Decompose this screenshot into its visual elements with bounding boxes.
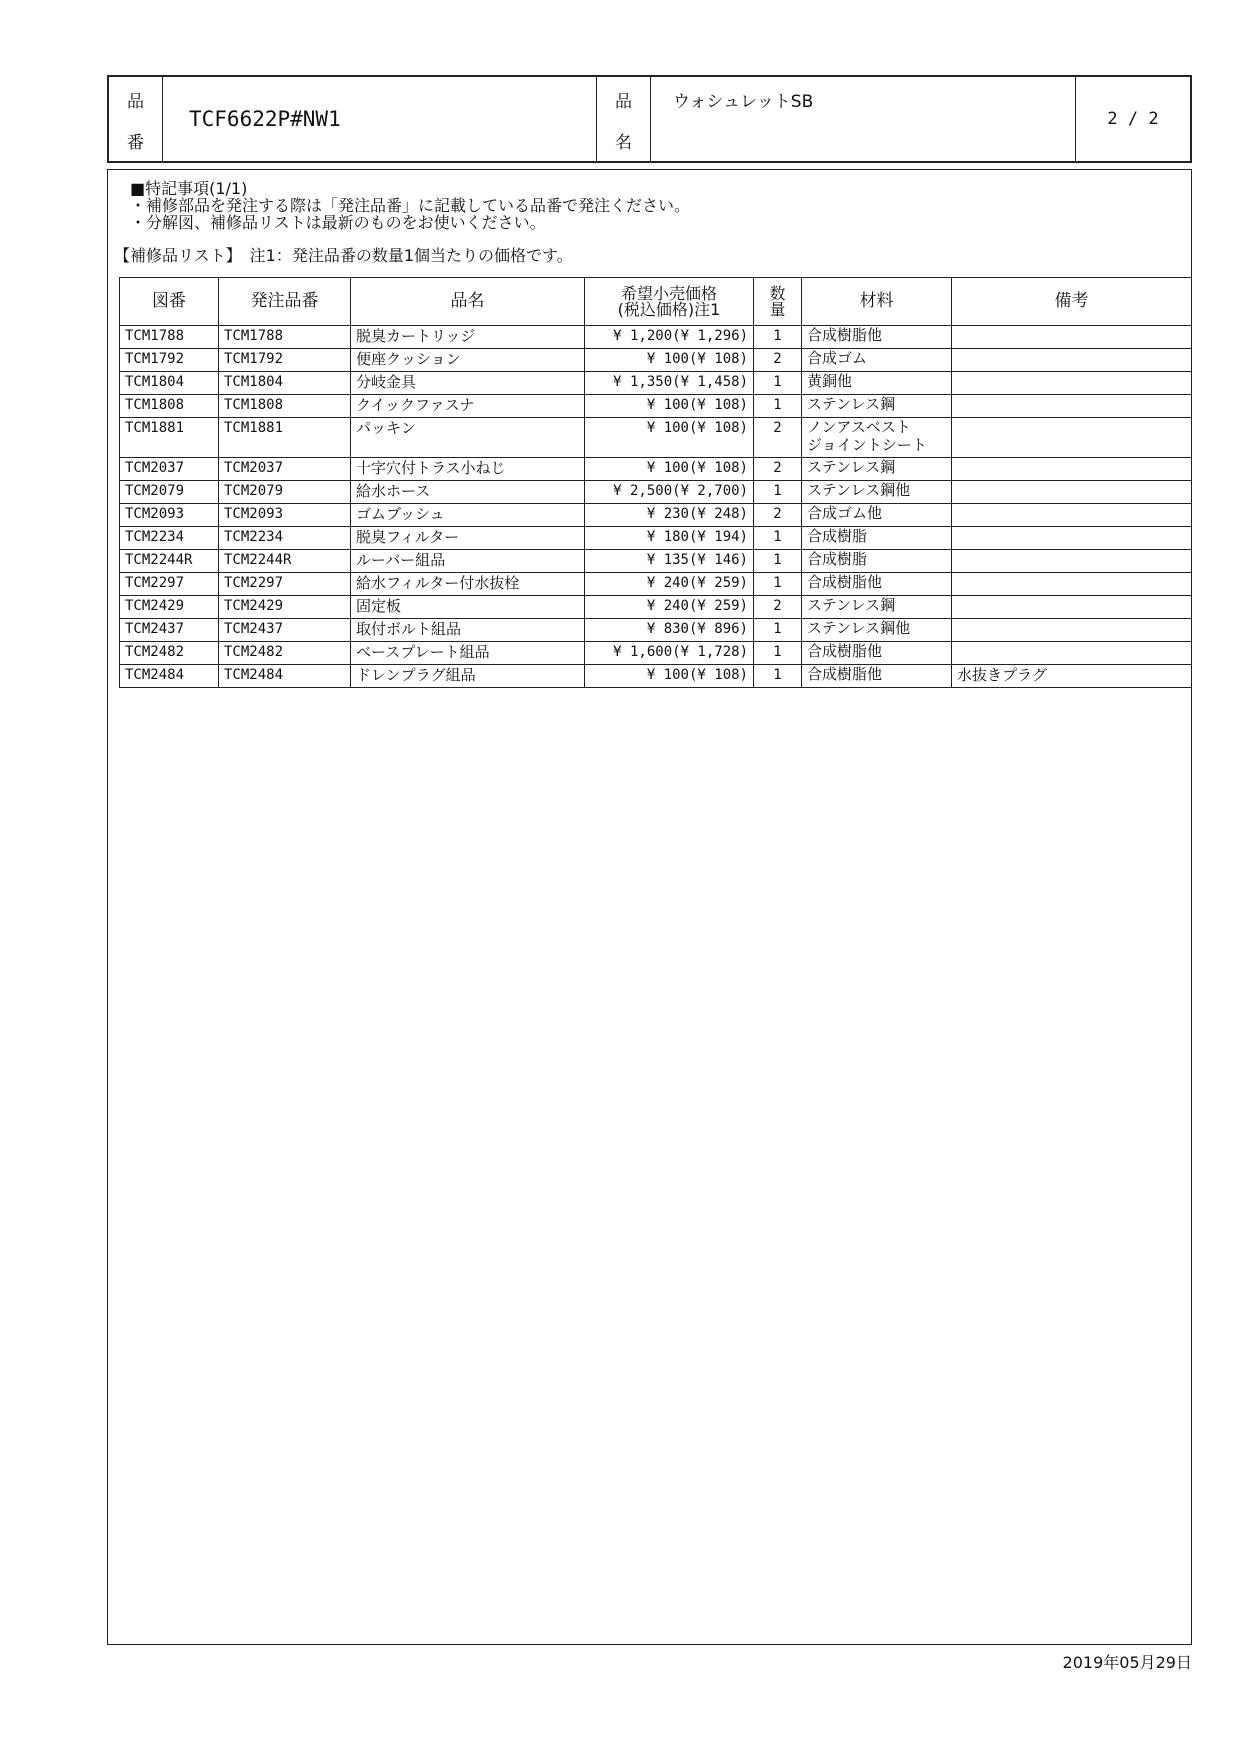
cell-remarks bbox=[952, 418, 1192, 458]
cell-price: ¥ 135(¥ 146) bbox=[585, 550, 754, 573]
table-row bbox=[120, 665, 1192, 688]
cell-diagram-no: TCM2244R bbox=[120, 550, 219, 573]
cell-order-no: TCM1881 bbox=[219, 418, 351, 458]
cell-diagram-no: TCM2482 bbox=[120, 642, 219, 665]
table-header-row bbox=[120, 278, 1192, 326]
product-code-label-top: 品 bbox=[127, 92, 144, 112]
cell-qty: 1 bbox=[754, 550, 802, 573]
header-price-line-2: (税込価格)注1 bbox=[617, 299, 721, 319]
cell-name: ドレンプラグ組品 bbox=[351, 665, 585, 688]
table-row bbox=[120, 372, 1192, 395]
cell-material: 合成樹脂他 bbox=[802, 573, 952, 596]
product-name-label-bottom: 名 bbox=[615, 133, 632, 153]
cell-price: ¥ 1,600(¥ 1,728) bbox=[585, 642, 754, 665]
cell-qty: 1 bbox=[754, 665, 802, 688]
cell-order-no: TCM2429 bbox=[219, 596, 351, 619]
table-row bbox=[120, 418, 1192, 458]
cell-name: ベースプレート組品 bbox=[351, 642, 585, 665]
cell-qty: 1 bbox=[754, 395, 802, 418]
header-name: 品名 bbox=[351, 278, 585, 326]
cell-diagram-no: TCM2234 bbox=[120, 527, 219, 550]
header-qty-line-2: 量 bbox=[769, 299, 786, 319]
cell-order-no: TCM2244R bbox=[219, 550, 351, 573]
cell-order-no: TCM2482 bbox=[219, 642, 351, 665]
cell-name: パッキン bbox=[351, 418, 585, 458]
cell-material: ステンレス鋼他 bbox=[802, 481, 952, 504]
notes-line-1: ・補修部品を発注する際は「発注品番」に記載している品番で発注ください。 bbox=[130, 196, 691, 215]
header-remarks: 備考 bbox=[952, 278, 1192, 326]
cell-order-no: TCM1804 bbox=[219, 372, 351, 395]
cell-price: ¥ 230(¥ 248) bbox=[585, 504, 754, 527]
cell-qty: 1 bbox=[754, 642, 802, 665]
cell-diagram-no: TCM1788 bbox=[120, 326, 219, 349]
product-name: ウォシュレットSB bbox=[651, 77, 1076, 161]
cell-remarks bbox=[952, 596, 1192, 619]
document-header bbox=[107, 75, 1192, 163]
cell-diagram-no: TCM2429 bbox=[120, 596, 219, 619]
table-row bbox=[120, 527, 1192, 550]
cell-name: 分岐金具 bbox=[351, 372, 585, 395]
table-row bbox=[120, 326, 1192, 349]
cell-name: 脱臭カートリッジ bbox=[351, 326, 585, 349]
cell-price: ¥ 240(¥ 259) bbox=[585, 573, 754, 596]
cell-material: 合成ゴム他 bbox=[802, 504, 952, 527]
cell-order-no: TCM1808 bbox=[219, 395, 351, 418]
cell-name: 固定板 bbox=[351, 596, 585, 619]
cell-order-no: TCM2234 bbox=[219, 527, 351, 550]
document-date: 2019年05月29日 bbox=[1062, 1653, 1192, 1672]
cell-name: 給水ホース bbox=[351, 481, 585, 504]
cell-remarks bbox=[952, 349, 1192, 372]
cell-qty: 1 bbox=[754, 481, 802, 504]
cell-remarks bbox=[952, 481, 1192, 504]
cell-diagram-no: TCM1804 bbox=[120, 372, 219, 395]
cell-name: 便座クッション bbox=[351, 349, 585, 372]
cell-remarks: 水抜きプラグ bbox=[952, 665, 1192, 688]
cell-material: ステンレス鋼 bbox=[802, 458, 952, 481]
cell-material: ステンレス鋼他 bbox=[802, 619, 952, 642]
cell-remarks bbox=[952, 619, 1192, 642]
cell-qty: 2 bbox=[754, 349, 802, 372]
header-order-no: 発注品番 bbox=[219, 278, 351, 326]
cell-diagram-no: TCM2093 bbox=[120, 504, 219, 527]
table-row bbox=[120, 573, 1192, 596]
cell-remarks bbox=[952, 642, 1192, 665]
cell-diagram-no: TCM2437 bbox=[120, 619, 219, 642]
cell-price: ¥ 100(¥ 108) bbox=[585, 458, 754, 481]
table-row bbox=[120, 550, 1192, 573]
table-row bbox=[120, 642, 1192, 665]
cell-price: ¥ 100(¥ 108) bbox=[585, 665, 754, 688]
product-name-label bbox=[597, 77, 651, 161]
notes-line-2: ・分解図、補修品リストは最新のものをお使いください。 bbox=[130, 213, 546, 232]
cell-qty: 1 bbox=[754, 573, 802, 596]
cell-name: 給水フィルター付水抜栓 bbox=[351, 573, 585, 596]
cell-price: ¥ 830(¥ 896) bbox=[585, 619, 754, 642]
cell-remarks bbox=[952, 395, 1192, 418]
cell-material: ノンアスベスト ジョイントシート bbox=[802, 418, 952, 458]
cell-qty: 1 bbox=[754, 326, 802, 349]
cell-qty: 2 bbox=[754, 458, 802, 481]
product-name-label-top: 品 bbox=[615, 92, 632, 112]
cell-remarks bbox=[952, 527, 1192, 550]
cell-qty: 1 bbox=[754, 619, 802, 642]
cell-order-no: TCM2437 bbox=[219, 619, 351, 642]
cell-price: ¥ 2,500(¥ 2,700) bbox=[585, 481, 754, 504]
cell-remarks bbox=[952, 372, 1192, 395]
special-notes bbox=[130, 180, 690, 231]
cell-price: ¥ 240(¥ 259) bbox=[585, 596, 754, 619]
cell-price: ¥ 1,200(¥ 1,296) bbox=[585, 326, 754, 349]
cell-remarks bbox=[952, 573, 1192, 596]
product-code-label-bottom: 番 bbox=[127, 133, 144, 153]
notes-title: ■特記事項(1/1) bbox=[130, 179, 248, 198]
cell-qty: 2 bbox=[754, 418, 802, 458]
cell-order-no: TCM2037 bbox=[219, 458, 351, 481]
header-qty-line-1: 数 bbox=[769, 283, 786, 303]
page-number: 2 / 2 bbox=[1107, 109, 1159, 129]
cell-qty: 2 bbox=[754, 504, 802, 527]
cell-price: ¥ 1,350(¥ 1,458) bbox=[585, 372, 754, 395]
cell-order-no: TCM2093 bbox=[219, 504, 351, 527]
parts-list-title: 【補修品リスト】 注1：発注品番の数量1個当たりの価格です。 bbox=[114, 246, 573, 265]
cell-price: ¥ 180(¥ 194) bbox=[585, 527, 754, 550]
cell-diagram-no: TCM1792 bbox=[120, 349, 219, 372]
header-qty bbox=[754, 278, 802, 326]
cell-material: 合成樹脂 bbox=[802, 527, 952, 550]
cell-material: 合成樹脂他 bbox=[802, 665, 952, 688]
cell-qty: 2 bbox=[754, 596, 802, 619]
cell-qty: 1 bbox=[754, 372, 802, 395]
cell-diagram-no: TCM2037 bbox=[120, 458, 219, 481]
cell-qty: 1 bbox=[754, 527, 802, 550]
cell-order-no: TCM2079 bbox=[219, 481, 351, 504]
header-price-line-1: 希望小売価格 bbox=[620, 283, 717, 303]
cell-price: ¥ 100(¥ 108) bbox=[585, 349, 754, 372]
product-code-label bbox=[109, 77, 163, 161]
cell-material: 合成ゴム bbox=[802, 349, 952, 372]
cell-material: 黄銅他 bbox=[802, 372, 952, 395]
table-row bbox=[120, 481, 1192, 504]
cell-material: 合成樹脂 bbox=[802, 550, 952, 573]
cell-remarks bbox=[952, 504, 1192, 527]
cell-material: 合成樹脂他 bbox=[802, 642, 952, 665]
cell-diagram-no: TCM2079 bbox=[120, 481, 219, 504]
table-row bbox=[120, 619, 1192, 642]
table-row bbox=[120, 504, 1192, 527]
cell-order-no: TCM1792 bbox=[219, 349, 351, 372]
cell-name: ゴムブッシュ bbox=[351, 504, 585, 527]
cell-material: ステンレス鋼 bbox=[802, 395, 952, 418]
cell-name: クイックファスナ bbox=[351, 395, 585, 418]
cell-diagram-no: TCM1808 bbox=[120, 395, 219, 418]
cell-material: 合成樹脂他 bbox=[802, 326, 952, 349]
cell-diagram-no: TCM2484 bbox=[120, 665, 219, 688]
cell-order-no: TCM2484 bbox=[219, 665, 351, 688]
table-row bbox=[120, 596, 1192, 619]
cell-remarks bbox=[952, 458, 1192, 481]
cell-remarks bbox=[952, 326, 1192, 349]
cell-price: ¥ 100(¥ 108) bbox=[585, 418, 754, 458]
cell-order-no: TCM2297 bbox=[219, 573, 351, 596]
table-row bbox=[120, 458, 1192, 481]
cell-order-no: TCM1788 bbox=[219, 326, 351, 349]
cell-diagram-no: TCM1881 bbox=[120, 418, 219, 458]
cell-name: 脱臭フィルター bbox=[351, 527, 585, 550]
header-diagram-no: 図番 bbox=[120, 278, 219, 326]
header-price bbox=[585, 278, 754, 326]
cell-diagram-no: TCM2297 bbox=[120, 573, 219, 596]
cell-price: ¥ 100(¥ 108) bbox=[585, 395, 754, 418]
cell-remarks bbox=[952, 550, 1192, 573]
product-code: TCF6622P#NW1 bbox=[163, 77, 597, 161]
cell-name: 十字穴付トラス小ねじ bbox=[351, 458, 585, 481]
parts-table bbox=[119, 277, 1192, 688]
table-row bbox=[120, 349, 1192, 372]
cell-name: 取付ボルト組品 bbox=[351, 619, 585, 642]
header-material: 材料 bbox=[802, 278, 952, 326]
table-row bbox=[120, 395, 1192, 418]
cell-material: ステンレス鋼 bbox=[802, 596, 952, 619]
cell-name: ルーバー組品 bbox=[351, 550, 585, 573]
